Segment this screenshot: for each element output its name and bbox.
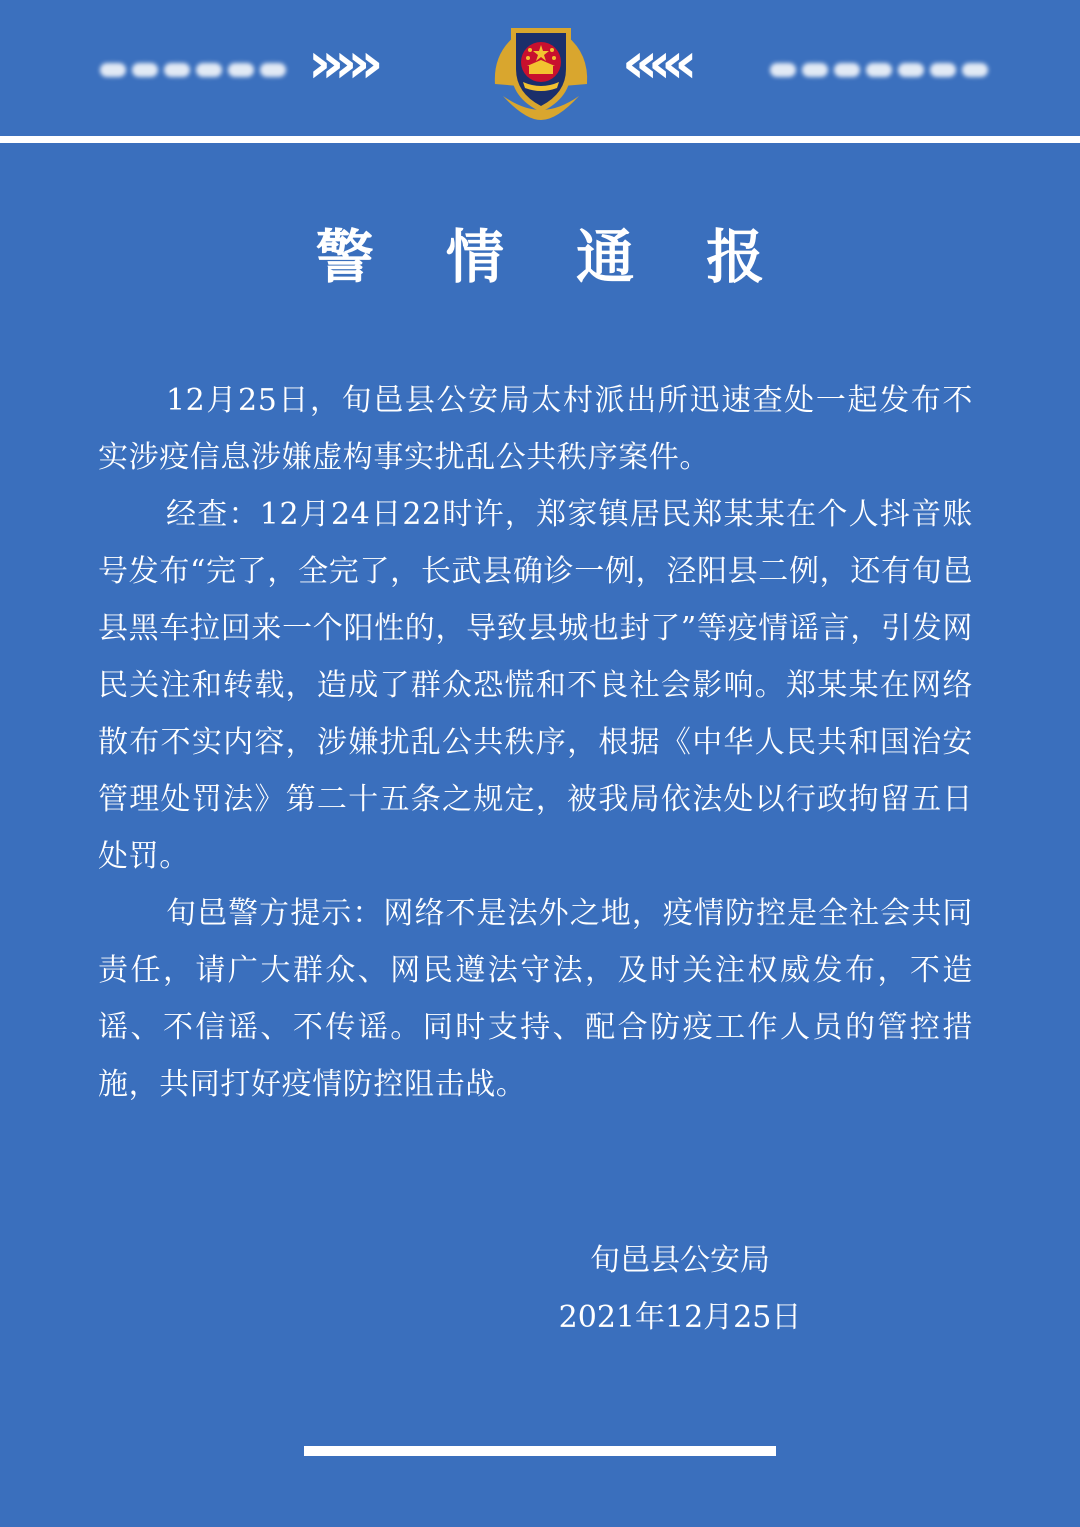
police-emblem-icon [485,14,597,126]
footer-divider [304,1446,776,1456]
signature-block [520,1232,840,1346]
paragraph-3: 旬邑警方提示：网络不是法外之地，疫情防控是全社会共同责任，请广大群众、网民遵法守法，及时关注权威发布，不造谣、不信谣、不传谣。同时支持、配合防疫工作人员的管控措施，共同打好疫情防控阻击战。 [98,896,973,1102]
chevrons-right-icon: ››››› [308,31,374,96]
blurred-decoration-left [100,60,286,80]
chevrons-left-icon: ‹‹‹‹‹ [622,31,688,96]
header-banner [0,0,1080,138]
signature-date: 2021年12月25日 [558,1300,802,1335]
paragraph-1: 12月25日，旬邑县公安局太村派出所迅速查处一起发布不实涉疫信息涉嫌虚构事实扰乱公共秩序案件。 [98,383,973,475]
header-divider [0,136,1080,143]
notice-body [98,372,973,1113]
blurred-decoration-right [770,60,988,80]
signature-org: 旬邑县公安局 [590,1243,770,1278]
notice-title: 警 情 通 报 [315,223,791,291]
paragraph-2: 经查：12月24日22时许，郑家镇居民郑某某在个人抖音账号发布“完了，全完了，长武县确诊一例，泾阳县二例，还有旬邑县黑车拉回来一个阳性的，导致县城也封了”等疫情谣言，引发网民关注和转载，造成了群众恐慌和不良社会影响。郑某某在网络散布不实内容，涉嫌扰乱公共秩序，根据《中华人民共和国治安管理处罚法》第二十五条之规定，被我局依法处以行政拘留五日处罚。 [98,497,973,874]
